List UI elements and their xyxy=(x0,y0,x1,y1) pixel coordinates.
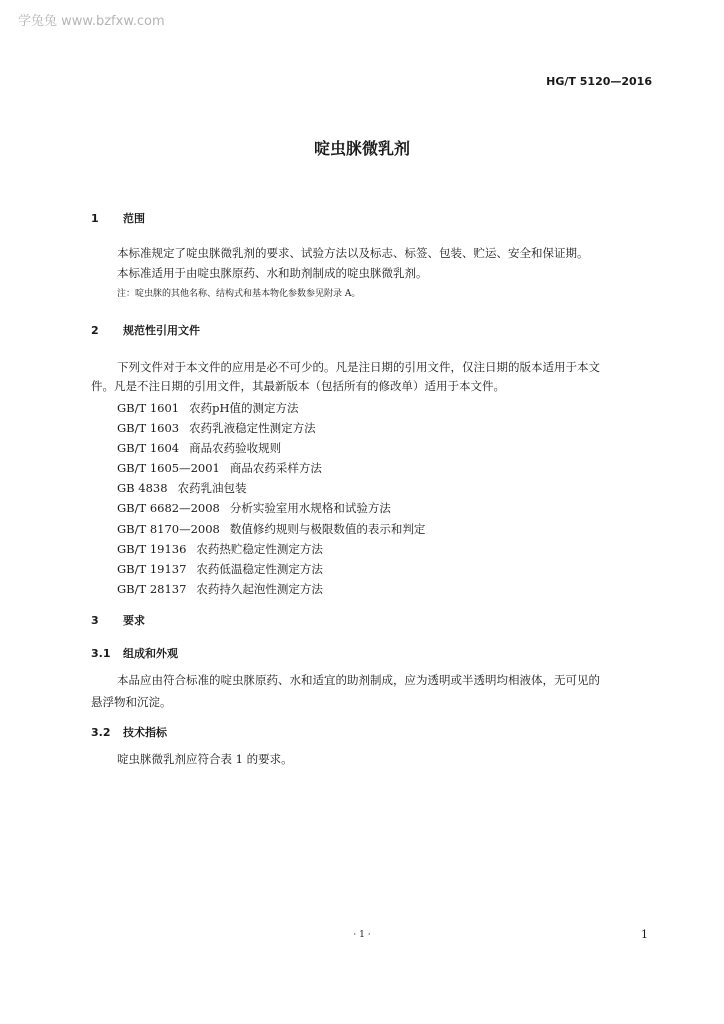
scope-paragraph-1: 本标准规定了啶虫脒微乳剂的要求、试验方法以及标志、标签、包装、贮运、安全和保证期。 xyxy=(117,246,589,260)
reference-item xyxy=(117,498,425,518)
reference-title: 农药乳油包装 xyxy=(177,481,247,496)
section-number: 3 xyxy=(91,614,99,627)
composition-line-2: 悬浮物和沉淀。 xyxy=(91,695,172,709)
page-footer-center: · 1 · xyxy=(353,930,371,940)
section-title: 范围 xyxy=(123,212,145,225)
reference-item xyxy=(117,398,425,418)
references-intro-line-1: 下列文件对于本文件的应用是必不可少的。凡是注日期的引用文件，仅注日期的版本适用于本文 xyxy=(117,360,600,374)
section-3-2-heading xyxy=(91,724,167,740)
section-title: 要求 xyxy=(123,614,145,627)
page-number: 1 xyxy=(641,928,648,941)
technical-index-line: 啶虫脒微乳剂应符合表 1 的要求。 xyxy=(117,752,293,766)
section-3-heading xyxy=(91,612,145,628)
section-1-heading xyxy=(91,210,145,226)
reference-code: GB/T 1601 xyxy=(117,401,180,415)
reference-title: 商品农药采样方法 xyxy=(229,461,322,476)
reference-title: 农药pH值的测定方法 xyxy=(189,401,299,415)
reference-item xyxy=(117,458,425,478)
section-number: 2 xyxy=(91,324,99,337)
section-title: 组成和外观 xyxy=(123,647,178,660)
reference-item xyxy=(117,579,425,599)
reference-code: GB 4838 xyxy=(117,481,168,496)
section-number: 3.1 xyxy=(91,647,111,660)
watermark: 学兔兔 www.bzfxw.com xyxy=(18,14,165,29)
reference-code: GB/T 1605—2001 xyxy=(117,461,220,476)
standard-code: HG/T 5120—2016 xyxy=(546,75,652,88)
reference-title: 农药热贮稳定性测定方法 xyxy=(196,541,323,556)
reference-code: GB/T 1604 xyxy=(117,441,180,456)
scope-paragraph-2: 本标准适用于由啶虫脒原药、水和助剂制成的啶虫脒微乳剂。 xyxy=(117,266,428,280)
reference-item xyxy=(117,478,425,498)
reference-title: 农药持久起泡性测定方法 xyxy=(196,581,323,596)
reference-code: GB/T 1603 xyxy=(117,421,180,436)
normative-references-list xyxy=(117,398,425,599)
section-number: 1 xyxy=(91,212,99,225)
reference-item xyxy=(117,438,425,458)
reference-title: 农药乳液稳定性测定方法 xyxy=(189,421,316,436)
section-3-1-heading xyxy=(91,645,178,661)
reference-code: GB/T 6682—2008 xyxy=(117,501,220,516)
scope-note: 注：啶虫脒的其他名称、结构式和基本物化参数参见附录 A。 xyxy=(117,289,361,299)
section-title: 规范性引用文件 xyxy=(123,324,200,337)
references-intro-line-2: 件。凡是不注日期的引用文件，其最新版本（包括所有的修改单）适用于本文件。 xyxy=(91,379,505,393)
reference-item xyxy=(117,539,425,559)
reference-code: GB/T 28137 xyxy=(117,581,187,596)
reference-title: 分析实验室用水规格和试验方法 xyxy=(229,501,391,516)
reference-code: GB/T 19136 xyxy=(117,541,187,556)
section-title: 技术指标 xyxy=(123,726,167,739)
reference-title: 数值修约规则与极限数值的表示和判定 xyxy=(229,521,426,536)
reference-title: 商品农药验收规则 xyxy=(189,441,282,456)
reference-item xyxy=(117,418,425,438)
reference-code: GB/T 19137 xyxy=(117,561,187,576)
reference-item xyxy=(117,559,425,579)
document-title: 啶虫脒微乳剂 xyxy=(313,139,410,158)
section-number: 3.2 xyxy=(91,726,111,739)
reference-item xyxy=(117,519,425,539)
reference-title: 农药低温稳定性测定方法 xyxy=(196,561,323,576)
section-2-heading xyxy=(91,322,200,338)
reference-code: GB/T 8170—2008 xyxy=(117,521,220,536)
composition-line-1: 本品应由符合标准的啶虫脒原药、水和适宜的助剂制成，应为透明或半透明均相液体，无可见的 xyxy=(117,673,600,687)
